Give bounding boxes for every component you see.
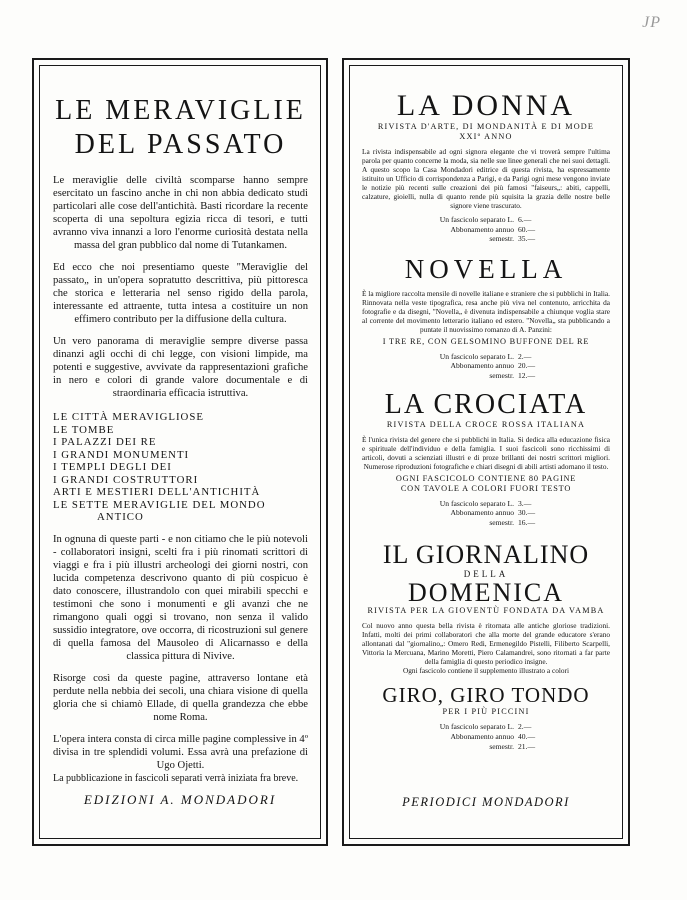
la-crociata-subtitle: RIVISTA DELLA CROCE ROSSA ITALIANA (386, 419, 586, 429)
left-advertisement-panel (32, 58, 328, 846)
la-donna-prices (422, 215, 550, 244)
price-row (422, 508, 550, 518)
archive-mark: JP (642, 14, 661, 31)
giornalino-title: IL GIORNALINO (382, 540, 590, 570)
price-label: Abbonamento annuo (450, 731, 514, 741)
price-value: 40.— (518, 731, 536, 741)
price-value: 6.— (518, 215, 532, 224)
ellade-paragraph: Risorge così da queste pagine, attraverso lontane età perdute nella nebbia dei secoli, una chiara visione di quella gloria che si chiamò Ellade, di quella grandezza che ebbe nome Roma. (53, 672, 308, 723)
price-row (422, 225, 550, 235)
price-label: Abbonamento annuo (450, 224, 514, 234)
giornalino-supplement: Ogni fascicolo contiene il supplemento illustrato a colori (403, 666, 569, 676)
price-label: Un fascicolo separato L. (439, 498, 514, 508)
price-label: Abbonamento annuo (450, 508, 514, 518)
list-item: ARTI E MESTIERI DELL'ANTICHITÀ (53, 486, 261, 498)
collaborators-paragraph: In ognuna di queste parti - e non citiamo che le più notevoli - collaboratori insigni, scelti fra i più rinomati scrittori di viaggi e fra i più illustri archeologi dei giorni nostri, con lucida competenza descrivono quanto di più cospicuo è dato conoscere, illustrandolo con quei mirabili specchi e testimoni che sono i monumenti e gli avanzi che ne rimangono quali oggi si trovano, non senza il valido sussidio integratore, ove occorra, di ricostruzioni sul genere di quella famosa del Mausoleo di Alicarnasso e della classica pittura di Nivive. (53, 533, 308, 662)
right-panel-inner-border (349, 65, 623, 839)
left-panel-inner-border (39, 65, 321, 839)
price-row (422, 371, 550, 381)
la-crociata-prices (422, 499, 550, 528)
giornalino-section (362, 541, 610, 675)
giro-tondo-title: GIRO, GIRO TONDO (382, 683, 590, 708)
price-value: 60.— (518, 224, 536, 234)
publisher-name-right: PERIODICI MONDADORI (402, 795, 570, 809)
title-line-1: LE MERAVIGLIE (55, 95, 306, 126)
price-label: Un fascicolo separato L. (439, 351, 514, 361)
price-value: 30.— (518, 508, 536, 518)
page-title (53, 94, 308, 162)
price-value: 2.— (518, 351, 532, 361)
price-row (422, 732, 550, 742)
giro-tondo-section (362, 683, 610, 751)
price-label: semestr. (489, 517, 514, 527)
list-item: I TEMPLI DEGLI DEI (53, 461, 172, 473)
la-crociata-highlight-2: CON TAVOLE A COLORI FUORI TESTO (400, 483, 572, 493)
la-crociata-description: È l'unica rivista del genere che si pubblichi in Italia. Si dedica alla educazione fisica e spirituale dell'individuo e della famiglia. I suoi fascicoli sono ricchissimi di articoli, dovuti a scienziati illustri e di proze brillanti dei nostri scrittori migliori. Numerose riproduzioni fotografiche e chiari disegni di abili artisti adornano il testo. (362, 434, 610, 471)
price-label: semestr. (489, 234, 514, 244)
novella-prices (422, 352, 550, 381)
intro-paragraph: Le meraviglie delle civiltà scomparse hanno sempre esercitato un fascino anche in chi non abbia dedicato studi particolari alle cose dell'antichità. Basti ricordare la recente scoperta di una sepoltura egizia ricca di tesori, e tutti avranno viva innanzi a loro l'enorme curiosità destata nella massa del gran pubblico dal nome di Tutankamen. (53, 175, 308, 251)
publication-note: La pubblicazione in fascicoli separati verrà iniziata fra breve. (53, 772, 299, 784)
la-donna-description: La rivista indispensabile ad ogni signora elegante che vi troverà sempre l'ultima parola per quanto concerne la moda, sia nelle sue linee generali che nei suoi dettagli. A questo scopo la Casa Mondadori editrice di questa rivista, ha espressamente istituito un Ufficio di corrispondenza a Parigi, e da Parigi ogni mese vengono inviate le notizie più recenti sulle creazioni dei più famosi "faiseurs„: abiti, cappelli, calzature, gioielli, nulla di quanto rende più squisita la grazia delle nostre belle signore viene trascurato. (362, 147, 610, 210)
la-donna-title: LA DONNA (396, 89, 576, 122)
list-item: LE SETTE MERAVIGLIE DEL MONDO (53, 498, 266, 511)
price-row (422, 352, 550, 362)
price-row (422, 499, 550, 509)
giornalino-domenica: DOMENICA (407, 578, 565, 608)
price-row (422, 722, 550, 732)
la-crociata-section (362, 390, 610, 528)
price-label: Un fascicolo separato L. (439, 215, 514, 224)
giro-tondo-prices (422, 722, 550, 751)
price-row (422, 518, 550, 528)
list-item: LE TOMBE (53, 423, 115, 436)
left-panel-content (53, 94, 308, 785)
giornalino-description: Col nuovo anno questa bella rivista è ritornata alle antiche gloriose tradizioni. Infatti, molti dei primi collaboratori che alla morte del grande educatore s'erano allontanati dal "giornalino„: Omero Redi, Ermenegildo Pistelli, Filiberto Scarpelli, Vittoria la Mercuana, Marino Moretti, Piero Calamandrei, sono ritornati a far parte della famiglia di questo periodico insigne. (362, 621, 610, 667)
novella-description: È la migliore raccolta mensile di novelle italiane e straniere che si pubblichi in Italia. Rinnovata nella veste tipografica, resa anche più viva nel contenuto, arricchita da fotografie e da disegni, "Novella„ è divenuta indispensabile a chiunque voglia stare al corrente del movimento letterario italiano ed estero. "Novella„ sta pubblicando a puntate il nuovissimo romanzo di A. Panzini: (362, 288, 610, 334)
price-value: 21.— (518, 741, 536, 751)
price-value: 2.— (518, 722, 532, 732)
la-crociata-highlight-1: OGNI FASCICOLO CONTIENE 80 PAGINE (395, 473, 577, 483)
price-row (422, 215, 550, 225)
price-row (422, 742, 550, 752)
price-label: Un fascicolo separato L. (439, 722, 514, 732)
list-item: LE CITTÀ MERAVIGLIOSE (53, 411, 204, 423)
la-donna-year: XXIº ANNO (459, 132, 513, 141)
price-value: 20.— (518, 361, 536, 371)
sections-list (53, 411, 308, 524)
list-item: I GRANDI COSTRUTTORI (53, 473, 199, 486)
price-value: 35.— (518, 234, 536, 244)
title-line-2: DEL PASSATO (74, 129, 287, 160)
price-value: 16.— (518, 517, 536, 527)
price-row (422, 234, 550, 244)
giornalino-della: DELLA (463, 569, 509, 580)
giro-tondo-subtitle: PER I PIÙ PICCINI (442, 707, 530, 717)
novella-title: NOVELLA (404, 253, 568, 284)
right-advertisement-panel (342, 58, 630, 846)
price-row (422, 361, 550, 371)
price-label: semestr. (489, 741, 514, 751)
giornalino-subtitle: RIVISTA PER LA GIOVENTÙ FONDATA DA VAMBA (367, 606, 605, 616)
panorama-paragraph: Un vero panorama di meraviglie sempre diverse passa dinanzi agli occhi di chi legge, con visioni limpide, ma potenti e suggestive, avvivate da rappresentazioni grafiche in nero e colori di grande valore documentale e di straordinaria efficacia istruttiva. (53, 336, 308, 399)
presentation-paragraph: Ed ecco che noi presentiamo queste "Meraviglie del passato„ in un'opera sopratutto descrittiva, più pittoresca che storica e letteraria nel senso rigido della parola, interessante ed attraente, tutta intesa a costituire un non effimero contributo per la diffusione della cultura. (53, 262, 308, 325)
la-donna-subtitle: RIVISTA D'ARTE, DI MONDANITÀ E DI MODE (377, 122, 595, 131)
la-donna-section (362, 90, 610, 244)
list-item: I PALAZZI DEI RE (53, 436, 157, 448)
list-item: ANTICO (97, 511, 144, 523)
novella-section (362, 254, 610, 381)
price-value: 3.— (518, 498, 532, 508)
price-value: 12.— (518, 370, 536, 380)
price-label: semestr. (489, 370, 514, 380)
list-item: I GRANDI MONUMENTI (53, 448, 190, 461)
publisher-name-left: EDIZIONI A. MONDADORI (83, 792, 277, 807)
price-label: Abbonamento annuo (450, 361, 514, 371)
right-panel-content (362, 90, 610, 751)
la-crociata-title: LA CROCIATA (384, 388, 588, 420)
novella-highlight: I TRE RE, CON GELSOMINO BUFFONE DEL RE (382, 336, 590, 346)
volumes-paragraph: L'opera intera consta di circa mille pagine complessive in 4º divisa in tre splendidi volumi. Essa avrà una prefazione di Ugo Ojetti. (53, 733, 308, 771)
